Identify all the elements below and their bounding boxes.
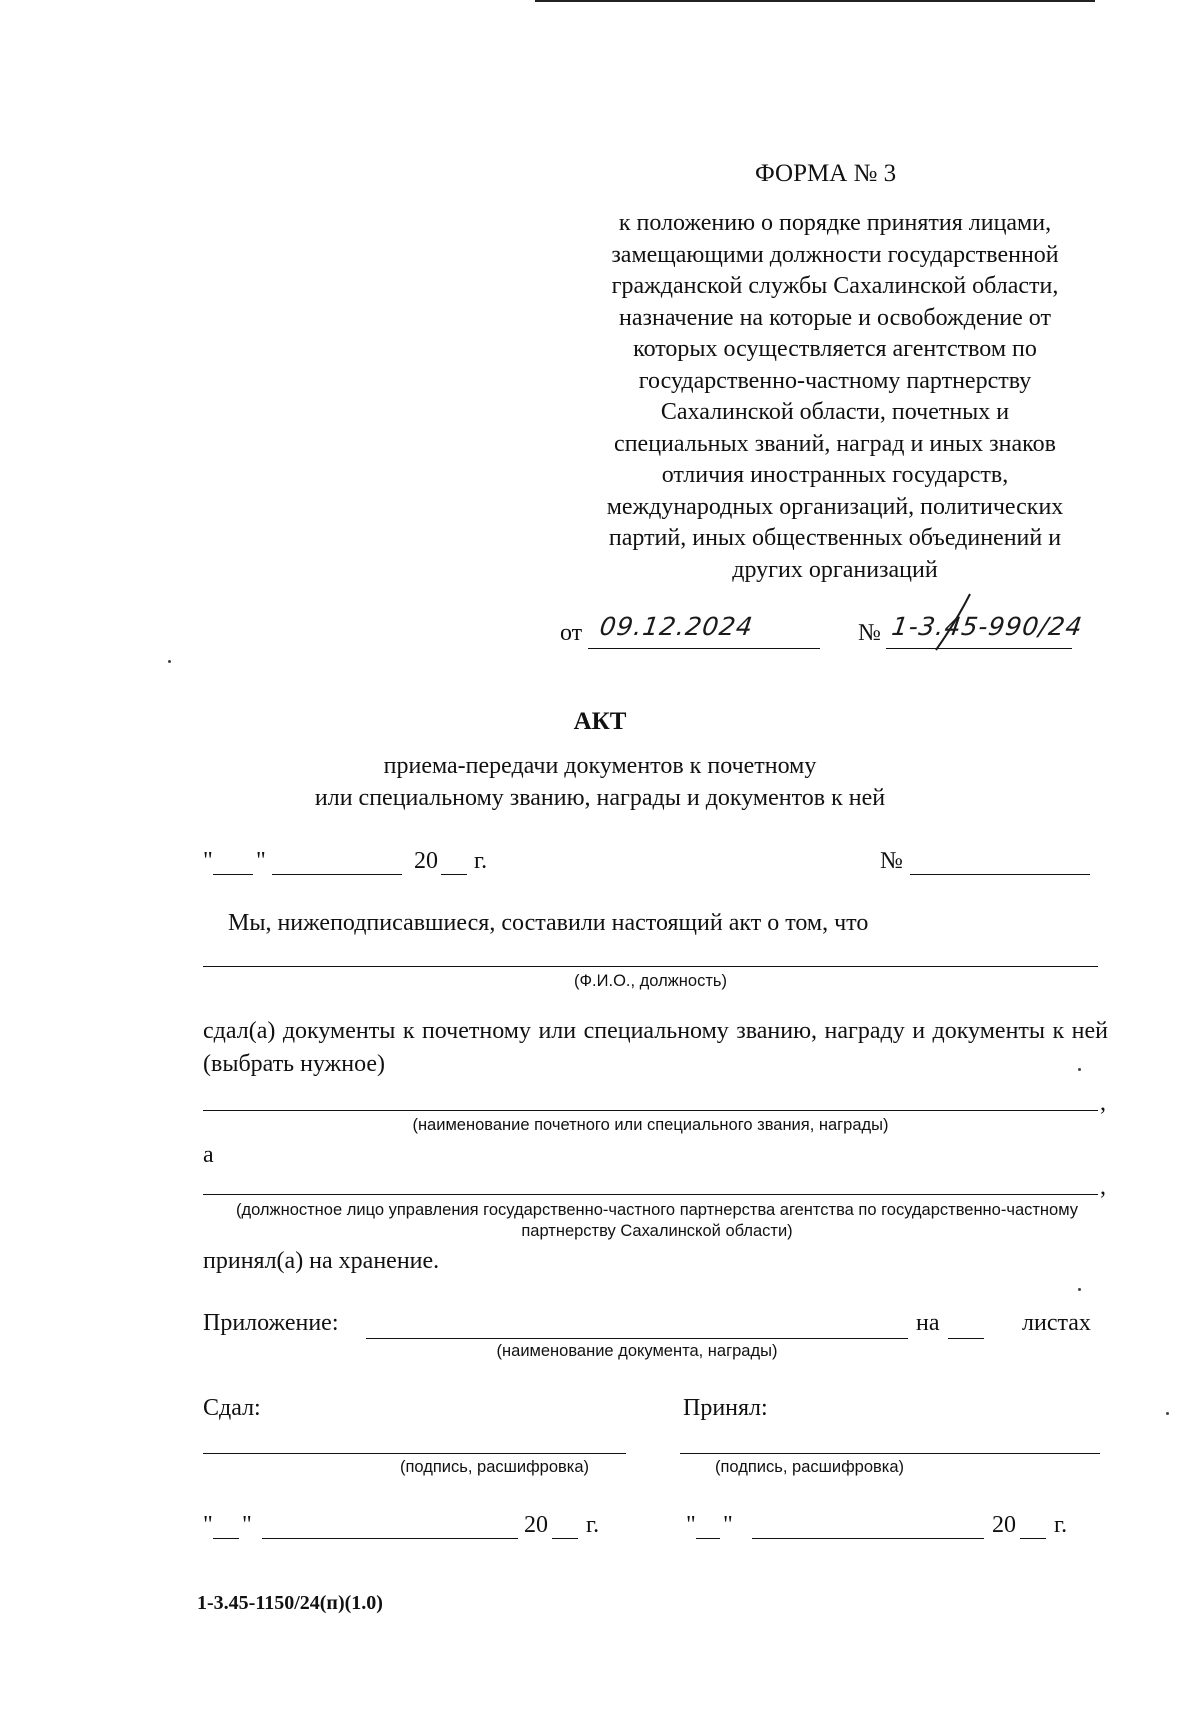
handed-year-prefix: 20 <box>524 1512 548 1538</box>
appendix-line: партий, иных общественных объединений и <box>608 525 1062 551</box>
day-blank <box>213 874 253 875</box>
attachment-label: Приложение: <box>203 1310 339 1336</box>
scan-edge-line <box>535 0 1095 2</box>
appendix-line: которых осуществляется агентством по <box>633 336 1037 362</box>
caption-official-line: партнерству Сахалинской области) <box>521 1222 793 1240</box>
fio-blank <box>203 966 1098 967</box>
handed-label: Сдал: <box>203 1395 261 1421</box>
handed-signature-blank <box>203 1453 626 1454</box>
year-suffix: г. <box>474 848 488 874</box>
handed-month-blank <box>262 1538 518 1539</box>
form-title: ФОРМА № 3 <box>755 160 897 187</box>
appendix-line: других организаций <box>732 556 938 583</box>
appendix-line: назначение на которые и освобождение от <box>619 304 1051 331</box>
appendix-line: государственно-частному партнерству <box>638 367 1032 394</box>
intro-text: Мы, нижеподписавшиеся, составили настоящий акт о том, что <box>228 910 869 936</box>
number-prefix: № <box>858 620 881 646</box>
caption-award-title: (наименование почетного или специального звания, награды) <box>412 1116 889 1134</box>
appendix-line: отличия иностранных государств, <box>661 462 1009 488</box>
accepted-year-prefix: 20 <box>992 1512 1016 1538</box>
accepted-year-blank <box>1020 1538 1046 1539</box>
sheets-count-blank <box>948 1338 984 1339</box>
act-title: АКТ <box>573 708 627 735</box>
appendix-line: гражданской службы Сахалинской области, <box>611 273 1059 299</box>
act-number-blank <box>910 874 1090 875</box>
quote-open: " <box>203 848 213 874</box>
quote-close: " <box>242 1512 252 1538</box>
caption-official-line: (должностное лицо управления государственно-частного партнерства агентства по государственно-частному <box>235 1201 1078 1219</box>
year-prefix: 20 <box>414 848 438 874</box>
handed-paragraph: сдал(а) документы к почетному или специальному званию, награду и документы к ней (выбрать нужное) <box>203 1018 1108 1077</box>
scan-speck <box>168 660 171 663</box>
caption-handed-signature: (подпись, расшифровка) <box>400 1458 590 1476</box>
quote-close: " <box>723 1512 733 1538</box>
approval-line <box>560 612 1100 652</box>
attachment-sheets-word: листах <box>1022 1310 1091 1336</box>
attachment-blank <box>366 1338 908 1339</box>
act-subtitle-line: приема-передачи документов к почетному <box>383 753 817 779</box>
caption-fio: (Ф.И.О., должность) <box>574 972 727 990</box>
accepted-day-blank <box>696 1538 720 1539</box>
handed-year-suffix: г. <box>586 1512 600 1538</box>
appendix-line: замещающими должности государственной <box>611 241 1059 268</box>
handed-year-blank <box>552 1538 578 1539</box>
official-blank <box>203 1194 1098 1195</box>
accepted-month-blank <box>752 1538 984 1539</box>
appendix-line: Сахалинской области, почетных и <box>660 399 1010 425</box>
document-code: 1-3.45-1150/24(п)(1.0) <box>197 1592 383 1614</box>
accepted-text: принял(а) на хранение. <box>203 1248 440 1274</box>
appendix-line: международных организаций, политических <box>606 493 1064 520</box>
handwritten-number: 1-3.45-990/24 <box>889 612 1085 641</box>
accepted-label: Принял: <box>683 1395 768 1421</box>
quote-close: " <box>256 848 266 874</box>
comma: , <box>1100 1174 1106 1200</box>
caption-official <box>197 1200 1117 1242</box>
act-number-label: № <box>880 848 903 874</box>
comma: , <box>1100 1090 1106 1116</box>
caption-attachment: (наименование документа, награды) <box>496 1342 778 1360</box>
handed-day-blank <box>213 1538 239 1539</box>
award-title-blank <box>203 1110 1098 1111</box>
act-subtitle <box>0 750 1200 814</box>
appendix-line: к положению о порядке принятия лицами, <box>618 210 1052 236</box>
month-blank <box>272 874 402 875</box>
year-blank <box>441 874 467 875</box>
quote-open: " <box>203 1512 213 1538</box>
attachment-on-word: на <box>916 1310 940 1336</box>
date-underline <box>588 648 820 649</box>
quote-open: " <box>686 1512 696 1538</box>
act-subtitle-line: или специальному званию, награды и документов к ней <box>314 785 886 811</box>
caption-accepted-signature: (подпись, расшифровка) <box>715 1458 905 1476</box>
handwritten-slash-stroke <box>932 592 974 652</box>
scan-speck <box>1166 1412 1169 1415</box>
number-underline <box>886 648 1072 649</box>
appendix-block <box>565 208 1105 586</box>
accepted-year-suffix: г. <box>1054 1512 1068 1538</box>
appendix-line: специальных званий, наград и иных знаков <box>614 430 1056 457</box>
accepted-signature-blank <box>680 1453 1100 1454</box>
handwritten-date: 09.12.2024 <box>597 612 756 641</box>
date-prefix: от <box>560 620 583 646</box>
scan-speck <box>1078 1288 1081 1291</box>
and-word: а <box>203 1142 214 1168</box>
